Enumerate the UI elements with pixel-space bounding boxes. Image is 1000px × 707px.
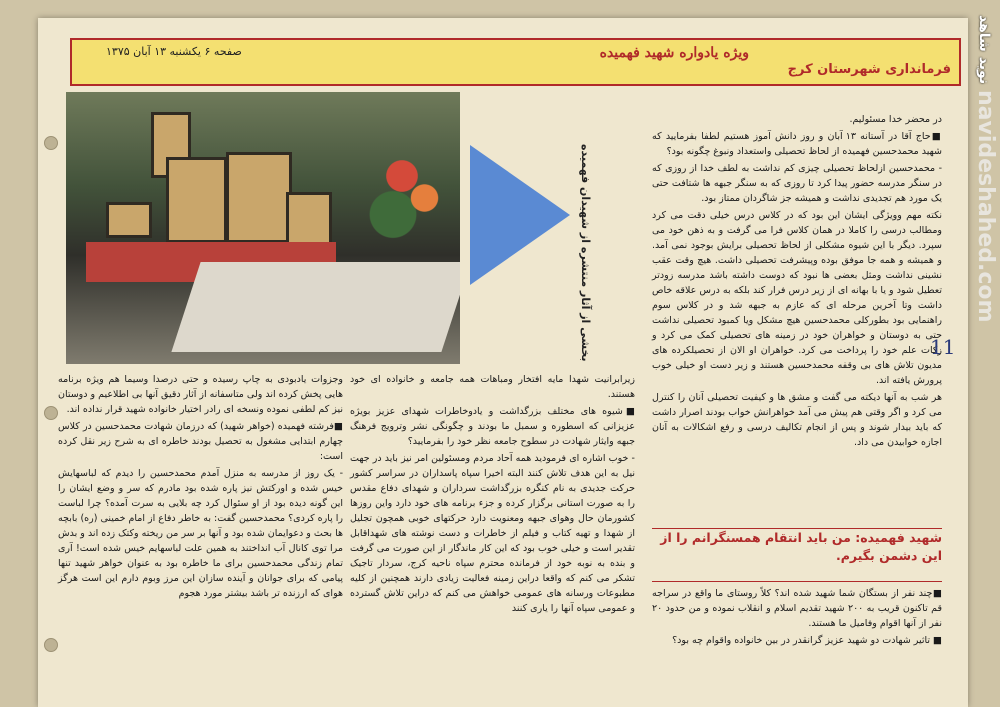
portrait-frame [286, 192, 332, 248]
paragraph: ■حاج آقا در آستانه ۱۳ آبان و روز دانش آموز هستیم لطفا بفرمایید که شهید محمدحسین فهمیده از لحاظ تحصیلی واستعداد ونبوغ چگونه بود؟ [652, 131, 943, 157]
paragraph: زیرابرانیت شهدا مایه افتخار ومباهات همه جامعه و خانواده ای خود هستند. [350, 374, 635, 400]
flower-arrangement [366, 132, 456, 242]
paragraph: - محمدحسین ازلحاظ تحصیلی چیزی کم نداشت به لطف خدا از روزی که در سنگر مدرسه حضور پیدا کرد تا روزی که به سنگر جبهه ها شتافت حتی یک مورد هم تجدیدی نداشت و همیشه جز شاگردان ممتاز بود. [652, 163, 942, 204]
page-info: صفحه ۶ یکشنبه ۱۳ آبان ۱۳۷۵ [106, 45, 242, 58]
watermark-url: navideshahed.com [973, 90, 998, 323]
pull-quote: شهید فهمیده: من باید انتقام همسنگرانم را از این دشمن بگیرم. [652, 528, 942, 582]
punch-hole [44, 136, 58, 150]
paragraph: ■ تاثیر شهادت دو شهید عزیز گرانقدر در بین خانواده واقوام چه بود؟ [672, 635, 942, 646]
paragraph: نکته مهم وویژگی ایشان این بود که در کلاس درس خیلی دقت می کرد ومطالب درسی را کاملا در همان کلاس فرا می گرفت و به ذهن خود می سپرد. دیگر با این شیوه مشکلی از لحاظ تحصیلی برایش بوجود نمی آمد. و همیشه و همه جا موفق بوده وپیشرفت تحصیلی داشت. هیچ وقت عقب نشینی نداشت ومثل بعضی ها نبود که دوست داشته باشد مدرسه زودتر تعطیل شود و یا با بهانه ای از زیر درس فرار کند بلکه به درس علاقه خاص داشت وتا آخرین مرحله ای که عازم به جبهه شد و در کلاس سوم راهنمایی بود بطورکلی محمدحسین هیچ مشکل ویا کمبود تحصیلی نداشت حتی به دوستان و خواهران خود در زمینه های تحصیلی کمک می کرد و زکات علم خود را پرداخت می کرد. خواهران او الان از تحصیلکرده های مدیون تلاش های بی وقفه محمدحسین هستند و زیر دست او خیلی خوب پرورش یافته اند. [652, 210, 942, 386]
punch-hole [44, 406, 58, 420]
handwritten-page-number: 11 [930, 335, 956, 359]
portrait-frame [226, 152, 292, 243]
paragraph: ■چند نفر از بستگان شما شهید شده اند؟ کلاً روستای ما واقع در سراجه قم تاکنون قریب به ۲۰۰ شهید تقدیم اسلام و انقلاب نموده و من حدود ۲۰ نفر از آنها اقوام وفامیل ما هستند. [652, 588, 942, 629]
section-title: ویژه یادواره شهید فهمیده [599, 45, 749, 61]
article-column-left [58, 372, 343, 692]
exhibition-photo [66, 92, 460, 364]
paragraph: ■فرشته فهمیده (خواهر شهید) که درزمان شهادت محمدحسین در کلاس چهارم ابتدایی مشغول به تحصیل بودند خاطره ای به شرح زیر نقل کرده است: [58, 421, 343, 462]
page-header [70, 38, 961, 86]
article-column-right-bottom [652, 586, 942, 696]
paragraph: - یک روز از مدرسه به منزل آمدم محمدحسین را دیدم که لباسهایش خیس شده و اورکتش نیز پاره شده بود مادرم که سر و وضع ایشان را این گونه دیده بود از او سئوال کرد چه بلایی به سرت آمده؟ چرا لباست را پاره کردی؟ محمدحسین گفت: به خاطر دفاع از امام خمینی (ره) بابچه ها بحث و دعوایمان شده بود و آنها بر سر من ریخته وکتک زده اند و بدش مرا توی کانال آب انداختند به همین علت لباسهایم خیس شده است! آری تمام زندگی محمدحسین برای ما خاطره بود به عنوان خواهر شهید تنها پیامی که برای جوانان و آینده سازان این مرز وبوم دارم این است هرگز هوای که ارزنده تر باشد بیشتر مورد هجوم [58, 468, 343, 599]
paragraph: ■شیوه های مختلف بزرگداشت و یادوخاطرات شهدای عزیز بویژه عزیزانی که اسطوره و سمبل ما بودند و چگونگی نشر وترویج فرهنگ جبهه وایثار شهادت در سطوح جامعه نظر خود را بفرمایید؟ [350, 406, 635, 447]
paragraph: هر شب به آنها دیکته می گفت و مشق ها و کیفیت تحصیلی آنان را کنترل می کرد و اگر وقتی هم پیش می آمد خواهرانش خواب بودند اصرار داشت که باید بیدار شوند و پس از انجام تکالیف درسی و رفع اشکالات به آنان اجازه خوابیدن می داد. [652, 392, 942, 448]
article-column-middle [350, 372, 635, 692]
watermark-logo: نوید شاهد [976, 14, 992, 84]
decorative-triangle [470, 145, 570, 285]
paragraph: - خوب اشاره ای فرمودید همه آحاد مردم ومسئولین امر نیز باید در جهت نیل به این هدف تلاش کنند البته اخیرا سپاه پاسداران در سراسر کشور حرکت جدیدی به نام کنگره بزرگداشت سرداران و شهدای دفاع مقدس را به صورت استانی برگزار کرده و جزء برنامه های خود دارد واین روزها کشورمان حال وهوای جبهه ومعنویت دارد حرکتهای خوبی همچون تجلیل از شهدا و تهیه کتاب و فیلم از خاطرات و دست نوشته های شهداقابل تقدیر است و خیلی خوب بود که این کار ماندگار از این صورت می گرفت و بنده به نوبه خود از فرمانده محترم سپاه ناحیه کرج، سردار تاجیک تشکر می کنم که واقعا دراین زمینه فعالیت زیادی دارند همچنین از کلیه مطبوعات ورسانه های عمومی خواهش می کنم که دراین تلاش گسترده و عمومی سپاه آنها را یاری کنند [350, 453, 635, 614]
photo-caption: بخشی از آثار منتشره از شهیدان فهمیده [579, 144, 592, 362]
punch-hole [44, 638, 58, 652]
article-column-right [652, 112, 942, 522]
office-title: فرمانداری شهرستان کرج [787, 62, 951, 77]
display-table [171, 262, 460, 352]
portrait-frame [166, 157, 227, 243]
paragraph: در محضر خدا مسئولیم. [849, 114, 942, 125]
portrait-frame [106, 202, 152, 238]
paragraph: وجزوات یادبودی به چاپ رسیده و حتی درصدا وسیما هم ویژه برنامه هایی پخش کرده اند ولی متاسفانه از آثار دقیق آنها بی اطلاعیم و دوستان نیز کم لطفی نموده ونسخه ای رادر اختیار خانواده شهید قرار نداده اند. [57, 374, 343, 415]
